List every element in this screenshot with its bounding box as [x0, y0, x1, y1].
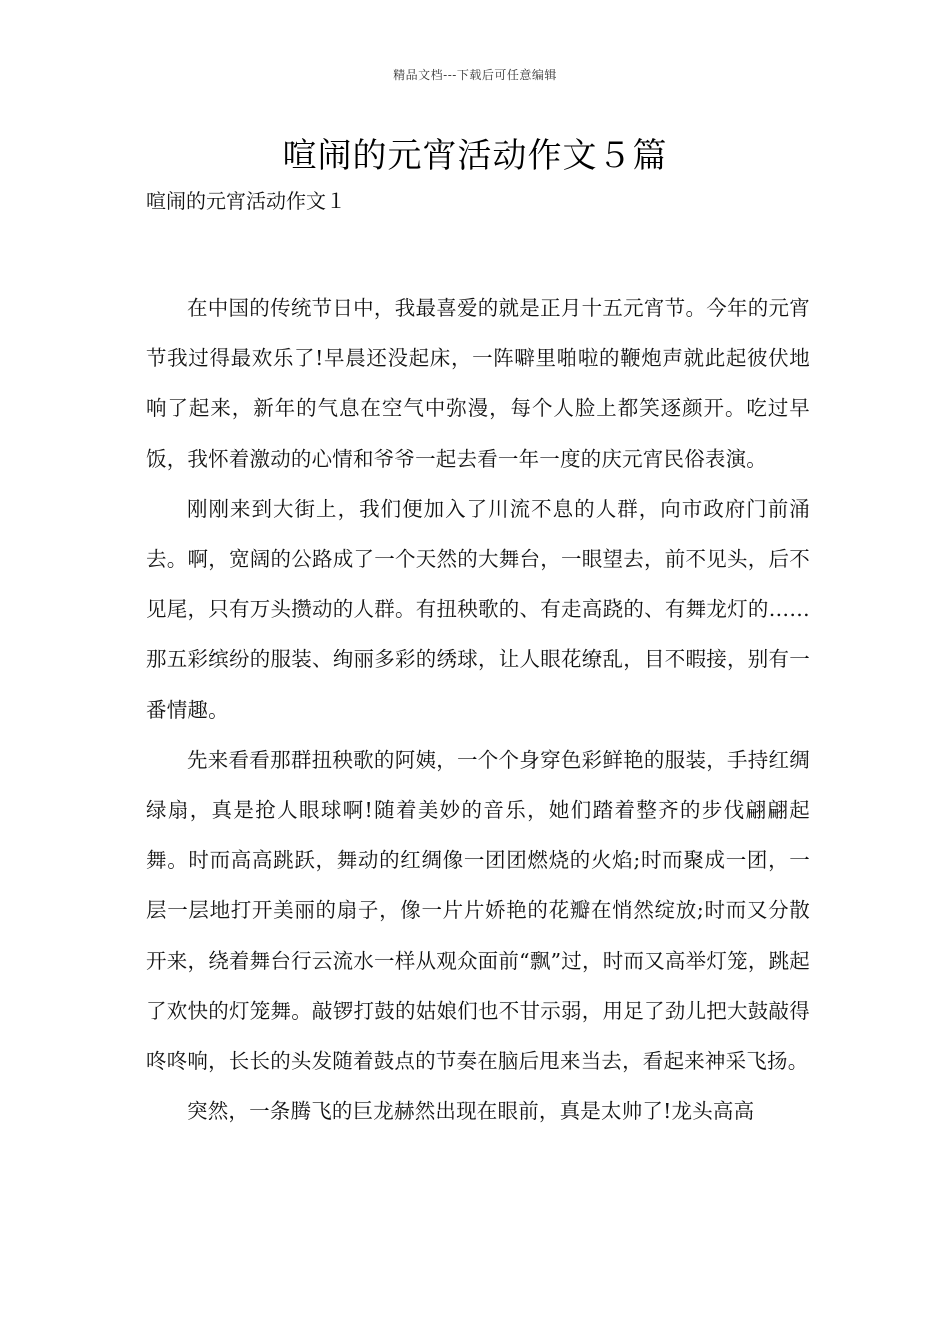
paragraph-2: 刚刚来到大街上，我们便加入了川流不息的人群，向市政府门前涌去。啊，宽阔的公路成了一个天然的大舞台，一眼望去，前不见头，后不见尾，只有万头攒动的人群。有扭秧歌的、有走高跷的、有舞龙灯的……那五彩缤纷的服装、绚丽多彩的绣球，让人眼花缭乱，目不暇接，别有一番情趣。: [146, 496, 810, 722]
paragraph-1: 在中国的传统节日中，我最喜爱的就是正月十五元宵节。今年的元宵节我过得最欢乐了!早晨还没起床，一阵噼里啪啦的鞭炮声就此起彼伏地响了起来，新年的气息在空气中弥漫，每个人脸上都笑逐颜开。吃过早饭，我怀着激动的心情和爷爷一起去看一年一度的庆元宵民俗表演。: [146, 296, 810, 471]
paragraph-4: 突然，一条腾飞的巨龙赫然出现在眼前，真是太帅了!龙头高高: [187, 1099, 755, 1124]
header-note: 精品文档---下载后可任意编辑: [393, 68, 557, 82]
document-subtitle: 喧闹的元宵活动作文１: [146, 189, 346, 213]
document-title: 喧闹的元宵活动作文５篇: [282, 136, 668, 176]
paragraph-3: 先来看看那群扭秧歌的阿姨，一个个身穿色彩鲜艳的服装，手持红绸绿扇，真是抢人眼球啊!随着美妙的音乐，她们踏着整齐的步伐翩翩起舞。时而高高跳跃，舞动的红绸像一团团燃烧的火焰;时而聚成一团，一层一层地打开美丽的扇子，像一片片娇艳的花瓣在悄然绽放;时而又分散开来，绕着舞台行云流水一样从观众面前“飘”过，时而又高举灯笼，跳起了欢快的灯笼舞。敲锣打鼓的姑娘们也不甘示弱，用足了劲儿把大鼓敲得咚咚响，长长的头发随着鼓点的节奏在脑后甩来当去，看起来神采飞扬。: [146, 747, 810, 1074]
document-body: [146, 283, 810, 1136]
